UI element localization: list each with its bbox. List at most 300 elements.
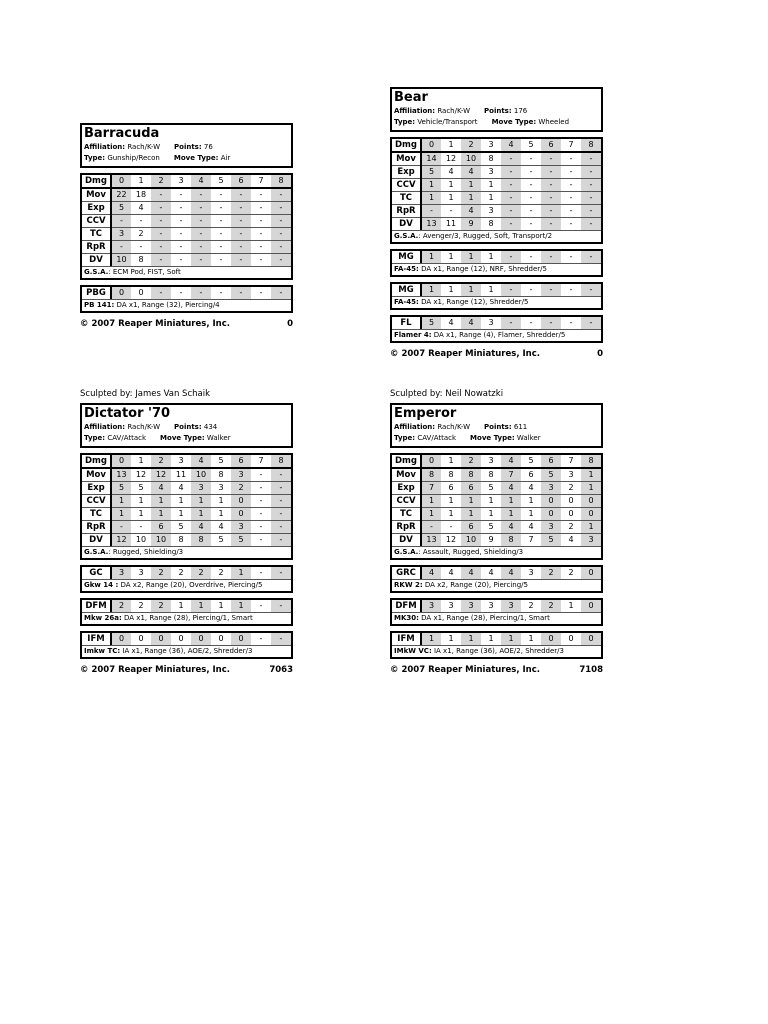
stat-value: 1 bbox=[421, 508, 441, 521]
stat-value: 7 bbox=[528, 535, 534, 544]
stat-label: Mov bbox=[392, 468, 421, 482]
affiliation-value: Rach/K-W bbox=[127, 143, 160, 151]
stat-value: 1 bbox=[178, 601, 184, 610]
copyright: © 2007 Reaper Miniatures, Inc. bbox=[390, 349, 540, 359]
stat-value: - bbox=[581, 251, 601, 263]
stat-value: 5 bbox=[521, 455, 541, 468]
stat-value: - bbox=[541, 179, 561, 192]
stat-label: DV bbox=[392, 218, 421, 231]
stat-value: 1 bbox=[151, 508, 171, 521]
weapon-name: RKW 2: bbox=[394, 581, 423, 589]
stat-value: 12 bbox=[441, 152, 461, 166]
stat-value: 3 bbox=[488, 601, 494, 610]
stat-value: 8 bbox=[211, 468, 231, 482]
stat-value: 1 bbox=[528, 634, 534, 643]
weapon-name: Gkw 14 : bbox=[84, 581, 119, 589]
stat-value: 12 bbox=[151, 468, 171, 482]
stat-value: - bbox=[151, 228, 171, 241]
stat-label: Mov bbox=[392, 152, 421, 166]
stat-value: 1 bbox=[421, 495, 441, 508]
stat-value: - bbox=[219, 255, 223, 264]
stat-value: 1 bbox=[131, 508, 151, 521]
stat-value: 4 bbox=[461, 567, 481, 579]
stat-value: - bbox=[179, 255, 183, 264]
stat-value: 1 bbox=[191, 600, 211, 612]
stat-value: - bbox=[191, 287, 211, 299]
stat-value: - bbox=[501, 284, 521, 296]
stat-label: Mov bbox=[82, 468, 111, 482]
unit-card bbox=[80, 109, 293, 329]
stat-row bbox=[392, 482, 601, 495]
stat-value: 6 bbox=[441, 482, 461, 495]
stat-value: 1 bbox=[218, 601, 224, 610]
stat-value: - bbox=[441, 521, 461, 534]
stat-row bbox=[82, 521, 291, 534]
stat-row bbox=[392, 218, 601, 231]
stat-label: RpR bbox=[82, 521, 111, 534]
gsa-label: G.S.A. bbox=[394, 232, 419, 240]
stat-value: - bbox=[191, 215, 211, 228]
move-type-value: Air bbox=[220, 154, 231, 162]
stat-value: 8 bbox=[271, 455, 291, 468]
stat-value: - bbox=[231, 188, 251, 202]
card-footer bbox=[390, 349, 603, 359]
move-type-label: Move Type: bbox=[173, 154, 219, 162]
stat-label: Exp bbox=[82, 202, 111, 215]
stat-value: - bbox=[191, 202, 211, 215]
weapon-block bbox=[390, 598, 603, 626]
stat-value: 0 bbox=[138, 288, 144, 297]
stat-value: 3 bbox=[421, 600, 441, 612]
stat-row bbox=[82, 202, 291, 215]
stat-value: 5 bbox=[541, 534, 561, 547]
stat-value: 1 bbox=[461, 251, 481, 263]
stat-value: - bbox=[521, 179, 541, 192]
stat-value: - bbox=[541, 317, 561, 329]
stat-value: - bbox=[271, 534, 291, 547]
copyright: © 2007 Reaper Miniatures, Inc. bbox=[390, 665, 540, 675]
affiliation-label: Affiliation: bbox=[84, 423, 126, 431]
stat-value: 22 bbox=[111, 188, 131, 202]
stat-value: 10 bbox=[151, 534, 171, 547]
weapon-stats: DA x1, Range (28), Piercing/1, Smart bbox=[418, 614, 550, 622]
stat-value: 1 bbox=[581, 468, 601, 482]
stat-value: - bbox=[151, 241, 171, 254]
stat-value: 5 bbox=[521, 139, 541, 152]
weapon-stats: IA x1, Range (36), AOE/2, Shredder/3 bbox=[431, 647, 564, 655]
stat-value: 2 bbox=[568, 568, 574, 577]
stat-value: 5 bbox=[211, 175, 231, 188]
weapon-name: Flamer 4: bbox=[394, 331, 432, 339]
stat-value: 0 bbox=[111, 287, 131, 299]
stat-label: GC bbox=[82, 567, 111, 579]
stat-value: 4 bbox=[441, 166, 461, 179]
stat-label: Exp bbox=[82, 482, 111, 495]
stat-value: 3 bbox=[488, 318, 494, 327]
stat-label: Dmg bbox=[82, 455, 111, 468]
stat-value: 3 bbox=[111, 567, 131, 579]
stat-value: - bbox=[501, 317, 521, 329]
stat-row bbox=[82, 534, 291, 547]
stat-value: 7 bbox=[421, 482, 441, 495]
stat-value: 3 bbox=[171, 455, 191, 468]
stat-value: 1 bbox=[481, 508, 501, 521]
type-label: Type: bbox=[84, 434, 106, 442]
stat-value: - bbox=[529, 252, 533, 261]
unit-header bbox=[80, 403, 293, 448]
stat-label: RpR bbox=[82, 241, 111, 254]
stat-value: 2 bbox=[151, 175, 171, 188]
stat-value: 1 bbox=[151, 495, 171, 508]
move-type-label: Move Type: bbox=[470, 434, 515, 442]
stat-value: - bbox=[541, 251, 561, 263]
stat-value: 4 bbox=[501, 482, 521, 495]
stat-value: 1 bbox=[488, 634, 494, 643]
stat-label: RpR bbox=[392, 205, 421, 218]
stat-row bbox=[392, 600, 601, 612]
stat-value: - bbox=[251, 215, 271, 228]
stat-value: 2 bbox=[461, 139, 481, 152]
stat-value: - bbox=[541, 152, 561, 166]
unit-name: Barracuda bbox=[84, 126, 160, 141]
stat-row bbox=[82, 215, 291, 228]
type-label: Type: bbox=[394, 118, 416, 126]
stat-value: - bbox=[251, 468, 271, 482]
stat-row bbox=[82, 228, 291, 241]
stat-value: 1 bbox=[461, 508, 481, 521]
stat-label: TC bbox=[392, 192, 421, 205]
stat-value: 1 bbox=[461, 495, 481, 508]
type-value: CAV/Attack bbox=[417, 434, 457, 442]
card-number: 0 bbox=[287, 319, 293, 329]
stat-block bbox=[390, 137, 603, 244]
stat-value: - bbox=[251, 241, 271, 254]
stat-label: CCV bbox=[392, 179, 421, 192]
stat-value: - bbox=[111, 521, 131, 534]
stat-value: 1 bbox=[448, 252, 454, 261]
stat-value: - bbox=[271, 241, 291, 254]
gsa-line bbox=[82, 546, 291, 558]
stat-value: 18 bbox=[131, 188, 151, 202]
stat-row bbox=[82, 600, 291, 612]
stat-value: - bbox=[271, 521, 291, 534]
stat-value: - bbox=[151, 215, 171, 228]
stat-value: 4 bbox=[461, 317, 481, 329]
stat-row bbox=[392, 495, 601, 508]
stat-row bbox=[392, 521, 601, 534]
stat-value: 4 bbox=[421, 567, 441, 579]
stat-label: Exp bbox=[392, 166, 421, 179]
stat-value: 2 bbox=[561, 521, 581, 534]
weapon-desc bbox=[82, 579, 291, 591]
stat-value: - bbox=[569, 285, 573, 294]
stat-value: - bbox=[131, 241, 151, 254]
weapon-block bbox=[390, 249, 603, 277]
stat-value: 8 bbox=[441, 468, 461, 482]
stat-value: 4 bbox=[448, 318, 454, 327]
affiliation-line bbox=[84, 422, 289, 433]
weapon-block bbox=[390, 315, 603, 343]
stat-row bbox=[392, 139, 601, 152]
stat-value: - bbox=[231, 228, 251, 241]
stat-value: - bbox=[259, 568, 263, 577]
stat-value: - bbox=[171, 241, 191, 254]
stat-value: 6 bbox=[151, 521, 171, 534]
stat-value: 3 bbox=[191, 482, 211, 495]
affiliation-line bbox=[394, 422, 599, 433]
stat-value: - bbox=[581, 192, 601, 205]
affiliation-value: Rach/K-W bbox=[127, 423, 160, 431]
stat-value: 1 bbox=[461, 192, 481, 205]
stat-value: 5 bbox=[218, 535, 224, 544]
affiliation-label: Affiliation: bbox=[394, 107, 436, 115]
stat-value: 2 bbox=[138, 601, 144, 610]
stat-value: 14 bbox=[421, 152, 441, 166]
stat-block bbox=[80, 453, 293, 560]
stat-value: - bbox=[521, 192, 541, 205]
type-line bbox=[84, 153, 289, 164]
stat-value: 3 bbox=[541, 521, 561, 534]
stat-value: 4 bbox=[501, 567, 521, 579]
stat-value: - bbox=[211, 188, 231, 202]
stat-value: - bbox=[271, 508, 291, 521]
stat-value: - bbox=[561, 192, 581, 205]
stat-row bbox=[392, 534, 601, 547]
stat-value: - bbox=[581, 218, 601, 231]
stat-row bbox=[392, 205, 601, 218]
stat-value: 13 bbox=[421, 534, 441, 547]
stat-value: - bbox=[151, 254, 171, 267]
stat-value: 0 bbox=[218, 634, 224, 643]
stat-value: 1 bbox=[441, 139, 461, 152]
sculptor-credit: Sculpted by: Neil Nowatzki bbox=[390, 389, 504, 399]
stat-label: Exp bbox=[392, 482, 421, 495]
stat-value: - bbox=[541, 284, 561, 296]
stat-value: - bbox=[569, 219, 573, 228]
stat-value: 4 bbox=[521, 521, 541, 534]
stat-value: 10 bbox=[191, 468, 211, 482]
stat-value: - bbox=[581, 205, 601, 218]
stat-label: CCV bbox=[82, 495, 111, 508]
stat-value: 3 bbox=[581, 534, 601, 547]
stat-value: 1 bbox=[421, 192, 441, 205]
stat-value: 8 bbox=[501, 534, 521, 547]
stat-value: 1 bbox=[481, 192, 501, 205]
stat-value: - bbox=[171, 188, 191, 202]
stat-row bbox=[392, 192, 601, 205]
stat-row bbox=[392, 166, 601, 179]
stat-value: - bbox=[271, 495, 291, 508]
points-label: Points: bbox=[484, 423, 512, 431]
stat-value: 1 bbox=[448, 634, 454, 643]
type-value: Gunship/Recon bbox=[107, 154, 160, 162]
stat-value: 7 bbox=[561, 455, 581, 468]
stat-value: 2 bbox=[218, 568, 224, 577]
weapon-stats: DA x1, Range (32), Piercing/4 bbox=[114, 301, 220, 309]
stat-value: 1 bbox=[481, 179, 501, 192]
stat-value: 3 bbox=[528, 568, 534, 577]
weapon-block bbox=[80, 631, 293, 659]
weapon-block bbox=[390, 282, 603, 310]
stat-value: 7 bbox=[501, 468, 521, 482]
stat-value: - bbox=[441, 205, 461, 218]
stat-row bbox=[82, 241, 291, 254]
points-label: Points: bbox=[174, 143, 202, 151]
stat-label: TC bbox=[82, 508, 111, 521]
stat-row bbox=[392, 251, 601, 263]
stat-value: 0 bbox=[138, 634, 144, 643]
stat-row bbox=[392, 567, 601, 579]
points-value: 176 bbox=[513, 107, 528, 115]
affiliation-value: Rach/K-W bbox=[437, 423, 470, 431]
stat-value: 8 bbox=[271, 175, 291, 188]
stat-value: - bbox=[271, 600, 291, 612]
stat-value: - bbox=[191, 241, 211, 254]
stat-value: - bbox=[501, 205, 521, 218]
stat-value: 1 bbox=[191, 508, 211, 521]
stat-value: 2 bbox=[561, 482, 581, 495]
stat-value: 1 bbox=[488, 252, 494, 261]
stat-value: 11 bbox=[171, 468, 191, 482]
stat-value: - bbox=[211, 228, 231, 241]
stat-block bbox=[390, 453, 603, 560]
stat-value: - bbox=[561, 205, 581, 218]
stat-value: - bbox=[231, 215, 251, 228]
stat-value: 1 bbox=[501, 495, 521, 508]
stat-value: 0 bbox=[581, 633, 601, 645]
weapon-block bbox=[80, 565, 293, 593]
stat-value: 8 bbox=[481, 152, 501, 166]
card-number: 7108 bbox=[579, 665, 603, 675]
stat-value: - bbox=[151, 287, 171, 299]
type-label: Type: bbox=[394, 434, 416, 442]
stat-label: MG bbox=[392, 251, 421, 263]
stat-value: 1 bbox=[131, 455, 151, 468]
stat-value: 0 bbox=[541, 508, 561, 521]
stat-value: 1 bbox=[111, 508, 131, 521]
stat-value: 3 bbox=[461, 600, 481, 612]
stat-value: - bbox=[501, 251, 521, 263]
stat-value: - bbox=[251, 521, 271, 534]
stat-label: CCV bbox=[392, 495, 421, 508]
stat-value: 1 bbox=[231, 567, 251, 579]
stat-value: - bbox=[271, 567, 291, 579]
affiliation-label: Affiliation: bbox=[394, 423, 436, 431]
stat-value: - bbox=[271, 215, 291, 228]
stat-value: - bbox=[111, 241, 131, 254]
stat-value: - bbox=[521, 205, 541, 218]
stat-value: - bbox=[271, 482, 291, 495]
stat-value: 1 bbox=[421, 284, 441, 296]
sculptor-credit: Sculpted by: James Van Schaik bbox=[80, 389, 211, 399]
stat-value: 1 bbox=[461, 633, 481, 645]
stat-value: 2 bbox=[111, 600, 131, 612]
stat-value: 0 bbox=[111, 175, 131, 188]
points-value: 434 bbox=[203, 423, 218, 431]
stat-row bbox=[82, 508, 291, 521]
stat-value: 4 bbox=[171, 482, 191, 495]
stat-label: Mov bbox=[82, 188, 111, 202]
stat-value: - bbox=[259, 255, 263, 264]
stat-value: 2 bbox=[178, 568, 184, 577]
stat-value: 1 bbox=[441, 455, 461, 468]
stat-value: 8 bbox=[481, 468, 501, 482]
stat-value: - bbox=[271, 633, 291, 645]
weapon-name: FA-45: bbox=[394, 265, 419, 273]
stat-row bbox=[392, 508, 601, 521]
affiliation-line bbox=[84, 142, 289, 153]
weapon-name: FA-45: bbox=[394, 298, 419, 306]
stat-value: 2 bbox=[151, 567, 171, 579]
points-label: Points: bbox=[174, 423, 202, 431]
stat-value: 8 bbox=[488, 219, 494, 228]
stat-row bbox=[392, 633, 601, 645]
stat-value: - bbox=[131, 521, 151, 534]
stat-label: DFM bbox=[392, 600, 421, 612]
stat-value: 8 bbox=[178, 535, 184, 544]
stat-value: 5 bbox=[421, 166, 441, 179]
stat-label: DV bbox=[82, 254, 111, 267]
stat-label: MG bbox=[392, 284, 421, 296]
stat-value: - bbox=[111, 215, 131, 228]
move-type-label: Move Type: bbox=[160, 434, 205, 442]
stat-value: 1 bbox=[501, 508, 521, 521]
stat-value: - bbox=[251, 482, 271, 495]
copyright: © 2007 Reaper Miniatures, Inc. bbox=[80, 319, 230, 329]
stat-value: 1 bbox=[171, 508, 191, 521]
stat-value: - bbox=[529, 285, 533, 294]
type-line bbox=[394, 433, 599, 444]
stat-value: - bbox=[191, 228, 211, 241]
stat-value: 1 bbox=[191, 495, 211, 508]
stat-value: - bbox=[501, 152, 521, 166]
unit-card bbox=[390, 73, 603, 359]
stat-value: - bbox=[259, 601, 263, 610]
stat-value: 4 bbox=[501, 521, 521, 534]
sculptor-credit bbox=[390, 73, 603, 84]
stat-value: 1 bbox=[448, 285, 454, 294]
stat-value: 3 bbox=[211, 482, 231, 495]
card-footer bbox=[390, 665, 603, 675]
stat-value: 8 bbox=[461, 468, 481, 482]
gsa-line bbox=[82, 266, 291, 278]
stat-value: - bbox=[211, 215, 231, 228]
stat-row bbox=[392, 455, 601, 468]
stat-value: 0 bbox=[581, 495, 601, 508]
stat-value: 3 bbox=[481, 455, 501, 468]
stat-row bbox=[82, 287, 291, 299]
stat-value: 3 bbox=[481, 166, 501, 179]
stat-value: - bbox=[541, 218, 561, 231]
stat-label: GRC bbox=[392, 567, 421, 579]
stat-value: 11 bbox=[445, 219, 457, 228]
stat-row bbox=[82, 254, 291, 267]
stat-value: - bbox=[421, 521, 441, 534]
stat-value: - bbox=[231, 241, 251, 254]
stat-value: 0 bbox=[178, 634, 184, 643]
stat-row bbox=[82, 175, 291, 188]
stat-value: 0 bbox=[421, 455, 441, 468]
stat-value: 7 bbox=[251, 175, 271, 188]
stat-value: - bbox=[541, 205, 561, 218]
stat-value: 7 bbox=[251, 455, 271, 468]
stat-value: 5 bbox=[481, 521, 501, 534]
points-label: Points: bbox=[484, 107, 512, 115]
weapon-block bbox=[80, 285, 293, 313]
stat-value: 1 bbox=[131, 175, 151, 188]
stat-value: - bbox=[191, 254, 211, 267]
card-footer bbox=[80, 665, 293, 675]
